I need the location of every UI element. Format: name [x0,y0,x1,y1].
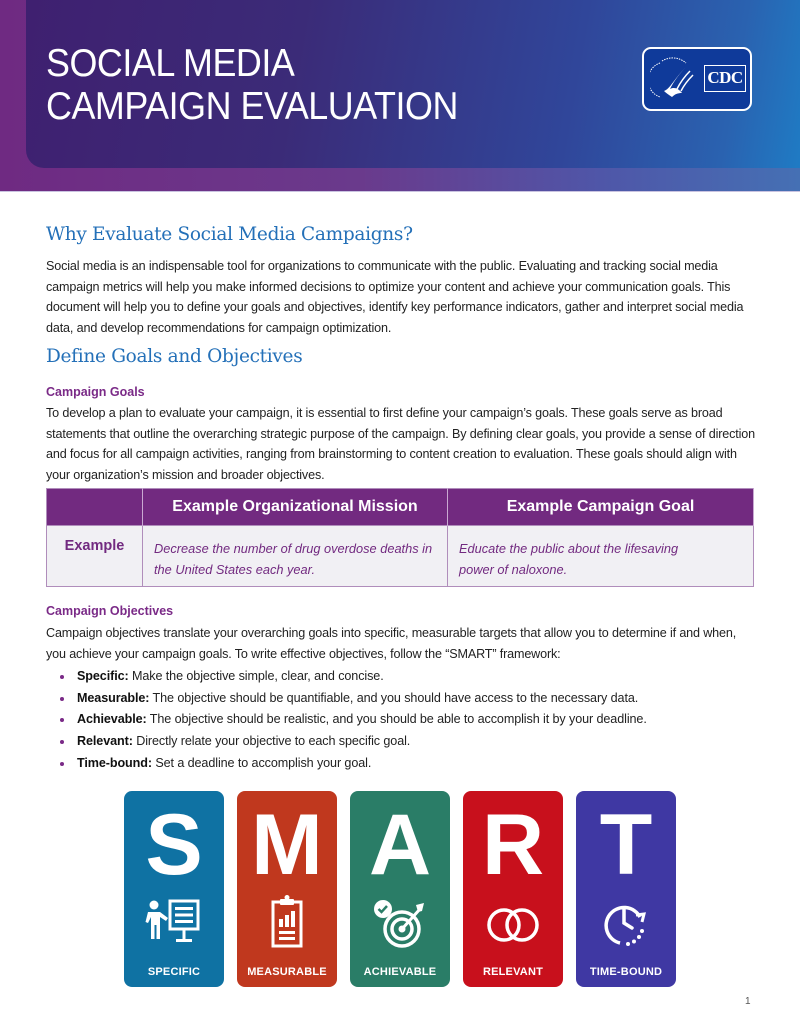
section-heading-define: Define Goals and Objectives [46,346,303,367]
mission-cell: Decrease the number of drug overdose deaths in the United States each year. [143,526,448,587]
card-label: TIME-BOUND [589,966,663,978]
bullet-icon [60,675,64,679]
bullet-term: Relevant: [77,734,133,749]
presenter-board-icon [144,895,204,951]
subheading-campaign-goals: Campaign Goals [46,385,145,399]
cdc-wordmark: CDC [704,65,746,92]
bullet-term: Time-bound: [77,755,152,770]
smart-card-time-bound [576,791,676,987]
card-label: SPECIFIC [147,966,201,978]
bullet-term: Achievable: [77,712,147,727]
row-label: Example [47,526,143,587]
title-line-2: CAMPAIGN EVALUATION [46,85,458,128]
list-item [60,709,647,731]
smart-bullet-list [60,666,647,775]
bullet-icon [60,718,64,722]
card-letter: R [481,797,545,893]
target-check-icon [370,895,430,951]
card-letter: S [145,797,203,893]
interlocking-rings-icon [483,895,543,951]
bullet-term: Specific: [77,669,129,683]
smart-card-measurable [237,791,337,987]
page-number: 1 [745,996,751,1007]
bullet-text: The objective should be realistic, and you should be able to accomplish it by your deadline. [146,712,647,727]
objectives-paragraph: Campaign objectives translate your overarching goals into specific, measurable targets that allow you to determine if and when, you achieve your campaign goals. To write effective objectives, follow the “SMART” framework: [46,626,737,661]
goal-cell: Educate the public about the lifesaving power of naloxone. [448,526,754,587]
list-item [60,753,647,775]
example-table [46,488,754,587]
bullet-text: Set a deadline to accomplish your goal. [151,755,372,770]
list-item [60,731,647,753]
bullet-text: The objective should be quantifiable, and you should have access to the necessary data. [149,690,639,705]
card-letter: A [368,797,432,893]
cdc-logo [642,47,752,111]
page-title [46,42,458,128]
subheading-campaign-objectives: Campaign Objectives [46,604,174,618]
list-item [60,666,647,688]
goals-paragraph: To develop a plan to evaluate your campaign, it is essential to first define your campaign’s goals. These goals serve as broad statements that outline the overarching strategic purpose of the campaign. By defining clear goals, you provide a sense of direction and focus for all campaign activities, ranging from brainstorming to content creation to evaluation. These goals should align with your organization’s mission and broader objectives. [46,406,755,482]
card-label: RELEVANT [482,966,544,978]
table-header-blank [47,489,143,526]
card-letter: M [251,797,323,893]
bullet-icon [60,697,64,701]
table-header-mission: Example Organizational Mission [143,489,448,526]
section-heading-why: Why Evaluate Social Media Campaigns? [46,224,413,245]
bullet-icon [60,740,64,744]
table-header-row [47,489,754,526]
table-header-goal: Example Campaign Goal [448,489,754,526]
card-label: MEASURABLE [247,966,327,978]
smart-card-relevant [463,791,563,987]
list-item [60,688,647,710]
hhs-eagle-icon [650,57,698,103]
bullet-term: Measurable: [77,690,150,705]
bullet-text: Directly relate your objective to each specific goal. [132,734,411,749]
title-line-1: SOCIAL MEDIA [46,42,295,85]
why-paragraph: Social media is an indispensable tool for organizations to communicate with the public. Evaluating and tracking social media campaign metrics will help you make informed decisions to optimize your content and achieve your communication goals. This document will help you to define your goals and objectives, identify key performance indicators, gather and interpret social media data, and develop recommendations for campaign optimization. [46,259,744,335]
bullet-text: Make the objective simple, clear, and concise. [128,669,384,683]
card-letter: T [599,797,653,893]
bullet-icon [60,762,64,766]
smart-card-specific [124,791,224,987]
table-row [47,526,754,587]
card-label: ACHIEVABLE [363,966,437,978]
clipboard-chart-icon [257,895,317,951]
smart-card-achievable [350,791,450,987]
clock-arrow-icon [596,895,656,951]
